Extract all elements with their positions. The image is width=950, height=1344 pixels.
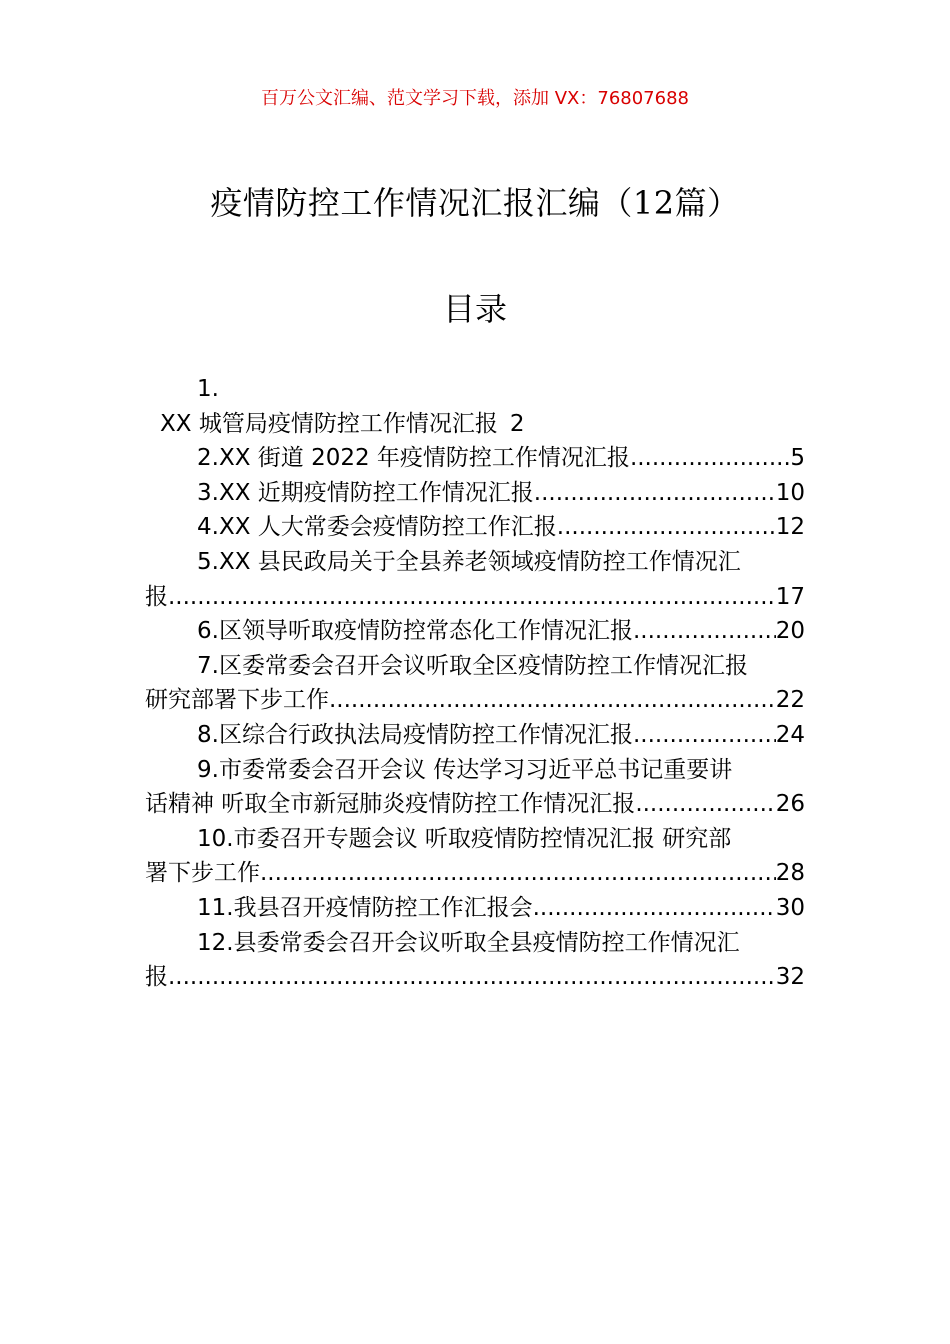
toc-entry-title-first: 5.XX 县民政局关于全县养老领域疫情防控工作情况汇: [197, 548, 741, 575]
toc-entry-title-rest: 署下步工作: [145, 860, 260, 887]
toc-entry-5[interactable]: [145, 545, 805, 614]
toc-page-number: 30: [775, 894, 805, 921]
toc-entry-line: [145, 753, 805, 788]
toc-entry-7[interactable]: [145, 649, 805, 718]
toc-entry-9[interactable]: [145, 753, 805, 822]
toc-entry-line: [145, 856, 805, 891]
toc-entry-title: 6.区领导听取疫情防控常态化工作情况汇报: [197, 618, 633, 645]
toc-leader-dots: [260, 856, 776, 891]
toc-entry-title: 4.XX 人大常委会疫情防控工作汇报: [197, 514, 557, 541]
toc-leader-dots: [534, 476, 776, 511]
toc-entry-4[interactable]: [145, 510, 805, 545]
toc-entry-title: XX 城管局疫情防控工作情况汇报: [160, 410, 498, 437]
toc-entry-3[interactable]: [145, 476, 805, 511]
toc-page-number: 17: [775, 583, 805, 610]
toc-page-number: 20: [775, 618, 805, 645]
toc-leader-dots: [557, 510, 776, 545]
toc-page-number: 26: [775, 791, 805, 818]
table-of-contents: [145, 372, 805, 995]
toc-entry-title-rest: 报: [145, 583, 168, 610]
toc-entry-title: 3.XX 近期疫情防控工作情况汇报: [197, 479, 534, 506]
toc-entry-line: [145, 926, 805, 961]
toc-leader-dots: [168, 580, 776, 615]
toc-entry-line: [145, 580, 805, 615]
toc-entry-6[interactable]: [145, 614, 805, 649]
toc-page-number: 28: [775, 860, 805, 887]
toc-heading: 目录: [442, 290, 507, 328]
toc-leader-dots: [633, 614, 776, 649]
toc-entry-line: [145, 614, 805, 649]
toc-entry-line: [145, 510, 805, 545]
toc-entry-title: 2.XX 街道 2022 年疫情防控工作情况汇报: [197, 445, 630, 472]
toc-entry-title: 11.我县召开疫情防控工作汇报会: [197, 894, 533, 921]
toc-entry-line: [145, 649, 805, 684]
toc-entry-number: 1.: [197, 376, 219, 402]
toc-entry-title-rest: 话精神 听取全市新冠肺炎疫情防控工作情况汇报: [145, 791, 636, 818]
toc-entry-line: [145, 476, 805, 511]
title-prefix: 疫情防控工作情况汇报汇编（: [210, 184, 633, 222]
toc-entry-title-rest: 报: [145, 964, 168, 991]
title-suffix: 篇）: [674, 184, 740, 222]
toc-entry-line: [145, 718, 805, 753]
document-title: [0, 178, 950, 224]
toc-entry-8[interactable]: [145, 718, 805, 753]
toc-entry-11[interactable]: [145, 891, 805, 926]
toc-entry-2[interactable]: [145, 441, 805, 476]
toc-leader-dots: [635, 787, 775, 822]
toc-entry-line: [145, 545, 805, 580]
toc-entry-title-first: 9.市委常委会召开会议 传达学习习近平总书记重要讲: [197, 756, 733, 783]
toc-entry-line: [145, 683, 805, 718]
toc-entry-line: [145, 960, 805, 995]
toc-entry-title-first: 7.区委常委会召开会议听取全区疫情防控工作情况汇报: [197, 652, 748, 679]
toc-entry-line: [145, 441, 805, 476]
toc-leader-dots: [168, 960, 776, 995]
title-number: 12: [632, 184, 675, 222]
toc-leader-dots: [633, 718, 776, 753]
toc-page-number: 2: [509, 410, 525, 437]
toc-entry-10[interactable]: [145, 822, 805, 891]
toc-leader-dots: [329, 683, 776, 718]
toc-page-number: 12: [775, 514, 805, 541]
toc-entry-title-rest: 研究部署下步工作: [145, 687, 329, 714]
toc-entry-line: [145, 891, 805, 926]
header-note: 百万公文汇编、范文学习下载，添加 VX：76807688: [261, 88, 689, 109]
toc-entry-title-first: 10.市委召开专题会议 听取疫情防控情况汇报 研究部: [197, 825, 732, 852]
toc-page-number: 32: [775, 964, 805, 991]
toc-entry-line: [145, 822, 805, 857]
toc-entry-title: 8.区综合行政执法局疫情防控工作情况汇报: [197, 721, 633, 748]
toc-page-number: 5: [790, 445, 805, 472]
toc-entry-title-first: 12.县委常委会召开会议听取全县疫情防控工作情况汇: [197, 929, 740, 956]
toc-entry-1[interactable]: [145, 372, 805, 441]
toc-entry-line: [145, 407, 805, 442]
toc-leader-dots: [630, 441, 790, 476]
toc-page-number: 24: [775, 721, 805, 748]
toc-page-number: 10: [775, 479, 805, 506]
toc-entry-12[interactable]: [145, 926, 805, 995]
toc-page-number: 22: [775, 687, 805, 714]
toc-leader-dots: [533, 891, 776, 926]
toc-entry-line: [145, 787, 805, 822]
